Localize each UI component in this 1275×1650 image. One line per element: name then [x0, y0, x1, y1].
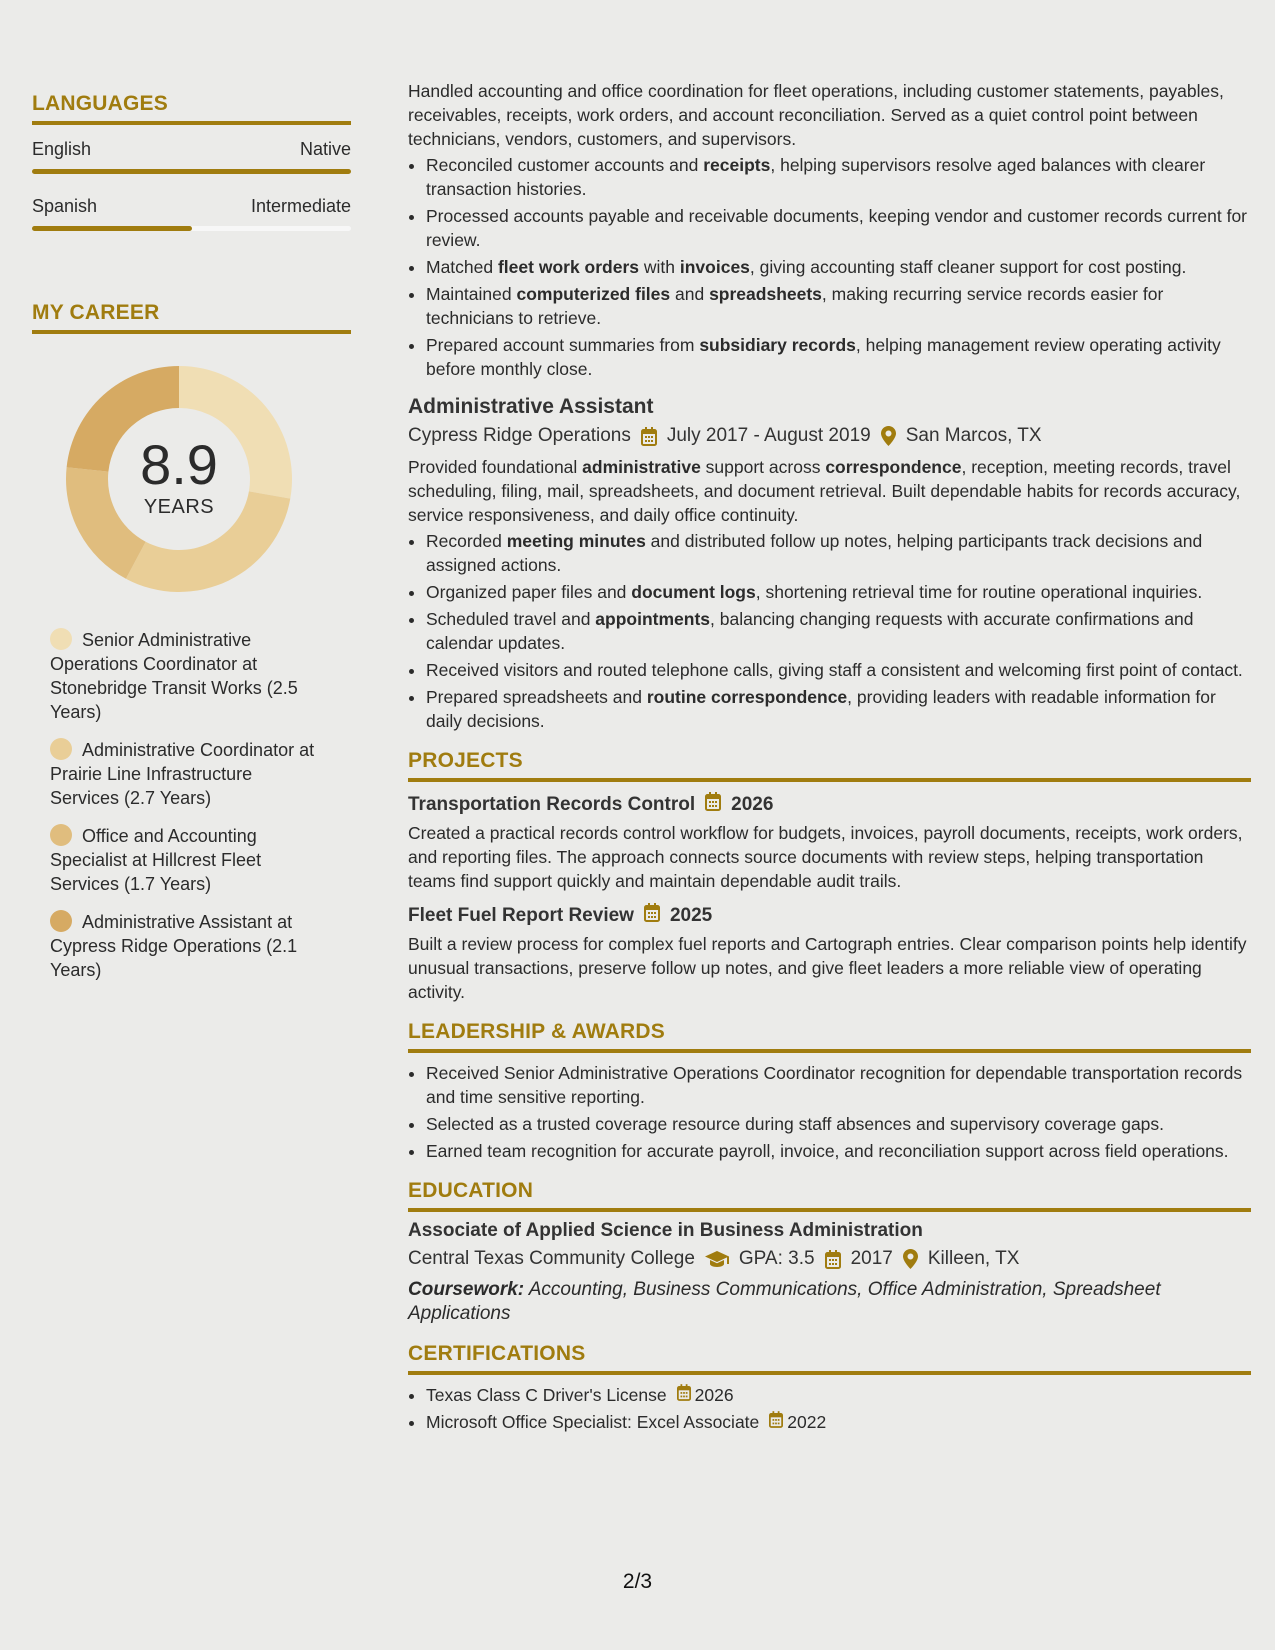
career-legend-item	[50, 628, 320, 724]
certification-name: • Texas Class C Driver's License	[426, 1385, 667, 1405]
career-legend-item	[50, 910, 320, 982]
languages-section	[32, 92, 351, 231]
bullet-item: • Received visitors and routed telephone calls, giving staff a consistent and welcoming first point of contact.	[426, 658, 1251, 682]
certification-name: • Microsoft Office Specialist: Excel Associate	[426, 1412, 760, 1432]
career-legend-item	[50, 824, 320, 896]
bullet-item: • Reconciled customer accounts and receipts, helping supervisors resolve aged balances with clearer transaction histories.	[426, 153, 1251, 201]
project-year: 2026	[731, 793, 774, 815]
calendar-icon	[825, 1250, 841, 1269]
leadership-section	[408, 1020, 1251, 1163]
project-item	[408, 792, 1251, 893]
graduation-cap-icon	[705, 1250, 729, 1268]
languages-heading: LANGUAGES	[32, 92, 351, 125]
bullet-item: • Scheduled travel and appointments, balancing changing requests with accurate confirmations and calendar updates.	[426, 607, 1251, 655]
projects-heading: PROJECTS	[408, 749, 1251, 782]
job-dates: July 2017 - August 2019	[666, 425, 871, 446]
project-description: Built a review process for complex fuel reports and Cartograph entries. Clear comparison points help identify unusual transactions, preserve follow up notes, and give fleet leaders a more reliable view of operating activity.	[408, 934, 1247, 1002]
leadership-heading: LEADERSHIP & AWARDS	[408, 1020, 1251, 1053]
project-description: Created a practical records control workflow for budgets, invoices, payroll documents, receipts, work orders, and reporting files. The approach connects source documents with review steps, helping transportation teams find support quickly and maintain dependable audit trails.	[408, 823, 1243, 891]
career-heading: MY CAREER	[32, 301, 351, 334]
project-year: 2025	[669, 904, 713, 926]
job-bullets	[408, 529, 1251, 733]
legend-label: Administrative Coordinator at Prairie Line Infrastructure Services (2.7 Years)	[50, 740, 315, 808]
bullet-item: • Processed accounts payable and receivable documents, keeping vendor and customer records current for review.	[426, 204, 1251, 252]
legend-label: Senior Administrative Operations Coordinator at Stonebridge Transit Works (2.5 Years)	[50, 630, 298, 722]
education-heading: EDUCATION	[408, 1179, 1251, 1212]
education-meta	[408, 1248, 1251, 1270]
bullet-item: • Earned team recognition for accurate payroll, invoice, and reconciliation support across field operations.	[426, 1139, 1251, 1163]
job-summary: Provided foundational administrative support across correspondence, reception, meeting records, travel scheduling, filing, mail, spreadsheets, and document retrieval. Built dependable habits for records accuracy, service responsiveness, and daily office continuity.	[408, 457, 1241, 525]
projects-section	[408, 749, 1251, 1004]
bullet-item: • Selected as a trusted coverage resource during staff absences and supervisory coverage gaps.	[426, 1112, 1251, 1136]
certification-item	[426, 1410, 1251, 1434]
language-item	[32, 196, 351, 231]
legend-swatch	[50, 824, 72, 846]
bullet-item: • Prepared account summaries from subsidiary records, helping management review operating activity before monthly close.	[426, 333, 1251, 381]
calendar-icon	[705, 792, 721, 817]
bullet-item: • Received Senior Administrative Operations Coordinator recognition for dependable transportation records and time sensitive reporting.	[426, 1061, 1251, 1109]
bullet-item: • Organized paper files and document logs, shortening retrieval time for routine operational inquiries.	[426, 580, 1251, 604]
page-number: 2/3	[622, 1570, 653, 1593]
education-degree: Associate of Applied Science in Business Administration	[408, 1220, 923, 1241]
location-pin-icon	[903, 1249, 918, 1269]
calendar-icon	[769, 1410, 783, 1434]
coursework-label: Coursework:	[408, 1279, 525, 1300]
bullet-item: • Matched fleet work orders with invoices, giving accounting staff cleaner support for cost posting.	[426, 255, 1251, 279]
project-name: Fleet Fuel Report Review	[408, 904, 634, 926]
language-level-fill	[32, 226, 192, 231]
job-location: San Marcos, TX	[905, 425, 1042, 446]
leadership-bullets	[408, 1061, 1251, 1163]
calendar-icon	[677, 1383, 691, 1407]
coursework-list: Accounting, Business Communications, Office Administration, Spreadsheet Applications	[408, 1279, 1161, 1324]
language-level: Native	[299, 139, 351, 159]
job-company: Cypress Ridge Operations	[408, 425, 631, 446]
career-legend	[50, 628, 320, 982]
education-location: Killeen, TX	[927, 1248, 1020, 1269]
legend-swatch	[50, 910, 72, 932]
experience-bullets	[408, 153, 1251, 381]
education-coursework	[408, 1278, 1251, 1326]
calendar-icon	[644, 903, 660, 928]
legend-swatch	[50, 738, 72, 760]
education-year: 2017	[850, 1248, 893, 1269]
legend-label: Office and Accounting Specialist at Hillcrest Fleet Services (1.7 Years)	[50, 826, 262, 894]
career-legend-item	[50, 738, 320, 810]
experience-summary: Handled accounting and office coordination for fleet operations, including customer statements, payables, receivables, receipts, work orders, and account reconciliation. Served as a quiet control point between technicians, vendors, customers, and supervisors.	[408, 81, 1224, 149]
main-content	[408, 79, 1251, 1437]
calendar-icon	[641, 427, 657, 446]
job-meta	[408, 425, 1251, 447]
job-title: Administrative Assistant	[408, 395, 654, 418]
legend-label: Administrative Assistant at Cypress Ridge Operations (2.1 Years)	[50, 912, 298, 980]
project-item	[408, 903, 1251, 1004]
education-section	[408, 1179, 1251, 1326]
certifications-list	[408, 1383, 1251, 1434]
language-level-fill	[32, 169, 351, 174]
language-item	[32, 139, 351, 174]
career-donut-chart	[64, 364, 294, 594]
language-level-bar	[32, 226, 351, 231]
certification-item	[426, 1383, 1251, 1407]
bullet-item: • Maintained computerized files and spreadsheets, making recurring service records easier for technicians to retrieve.	[426, 282, 1251, 330]
career-total-years: 8.9	[140, 433, 218, 496]
language-name: Spanish	[32, 196, 98, 216]
certifications-heading: CERTIFICATIONS	[408, 1342, 1251, 1375]
certifications-section	[408, 1342, 1251, 1434]
language-name: English	[32, 139, 92, 159]
legend-swatch	[50, 628, 72, 650]
language-level-bar	[32, 169, 351, 174]
language-level: Intermediate	[250, 196, 351, 216]
sidebar	[32, 92, 351, 996]
education-school: Central Texas Community College	[408, 1248, 695, 1269]
education-gpa: GPA: 3.5	[738, 1248, 815, 1269]
project-name: Transportation Records Control	[408, 793, 696, 815]
career-total-unit: YEARS	[143, 496, 215, 518]
bullet-item: • Recorded meeting minutes and distributed follow up notes, helping participants track decisions and assigned actions.	[426, 529, 1251, 577]
career-section	[32, 301, 351, 982]
bullet-item: • Prepared spreadsheets and routine correspondence, providing leaders with readable information for daily decisions.	[426, 685, 1251, 733]
certification-year: 2026	[694, 1385, 734, 1405]
location-pin-icon	[881, 426, 896, 446]
certification-year: 2022	[787, 1412, 827, 1432]
